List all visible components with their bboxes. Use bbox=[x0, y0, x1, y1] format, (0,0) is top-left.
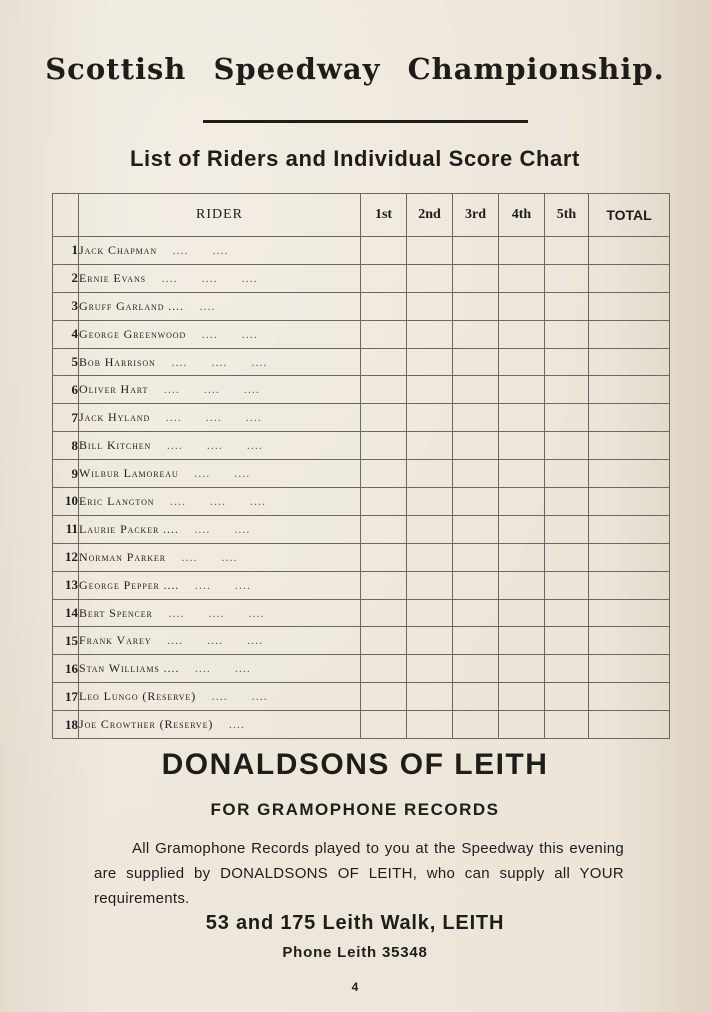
rider-name: Joe Crowther (Reserve) bbox=[79, 717, 214, 732]
leader-dots: .... bbox=[228, 717, 245, 732]
heat-5-score-cell bbox=[545, 515, 589, 543]
heat-2-score-cell bbox=[407, 404, 453, 432]
leader-dots: .... .... bbox=[194, 577, 251, 592]
rider-name-cell bbox=[79, 348, 361, 376]
score-chart-table bbox=[52, 193, 670, 739]
rider-number: 12 bbox=[53, 543, 79, 571]
rider-name: Frank Varey bbox=[79, 633, 152, 648]
leader-dots: .... .... bbox=[172, 242, 229, 257]
heat-4-score-cell bbox=[499, 488, 545, 516]
rider-row bbox=[53, 655, 670, 683]
heat-5-score-cell bbox=[545, 292, 589, 320]
leader-dots: .... bbox=[199, 298, 216, 313]
total-score-cell bbox=[589, 655, 670, 683]
total-score-cell bbox=[589, 320, 670, 348]
heat-3-score-cell bbox=[453, 571, 499, 599]
rider-row bbox=[53, 404, 670, 432]
rider-name-spacer bbox=[148, 382, 164, 396]
heat-2-score-cell bbox=[407, 488, 453, 516]
page-title: Scottish Speedway Championship. bbox=[45, 52, 665, 86]
number-column-header bbox=[53, 194, 79, 237]
heat-4-score-cell bbox=[499, 543, 545, 571]
rider-name: Leo Lungo (Reserve) bbox=[79, 689, 197, 704]
leader-dots: .... .... .... bbox=[170, 493, 267, 508]
rider-row bbox=[53, 488, 670, 516]
rider-name-cell bbox=[79, 655, 361, 683]
rider-name-spacer bbox=[150, 410, 166, 424]
rider-name-spacer bbox=[157, 243, 173, 257]
rider-name: Gruff Garland .... bbox=[79, 298, 184, 313]
rider-name-spacer bbox=[146, 271, 162, 285]
heat-5-score-cell bbox=[545, 376, 589, 404]
rider-name-cell bbox=[79, 320, 361, 348]
heat-3-score-cell bbox=[453, 432, 499, 460]
heat-4-score-cell bbox=[499, 655, 545, 683]
heat-2-score-cell bbox=[407, 627, 453, 655]
rider-number: 14 bbox=[53, 599, 79, 627]
rider-row bbox=[53, 599, 670, 627]
heat-3-score-cell bbox=[453, 655, 499, 683]
rider-number: 1 bbox=[53, 237, 79, 265]
rider-name-cell bbox=[79, 432, 361, 460]
heat-3-score-cell bbox=[453, 376, 499, 404]
advert-body: All Gramophone Records played to you at the Speedway this evening are supplied by DONALDSONS OF LEITH, who can supply all YOUR requirements. bbox=[94, 840, 624, 907]
leader-dots: .... .... .... bbox=[168, 605, 265, 620]
total-score-cell bbox=[589, 683, 670, 711]
heat-5-score-cell bbox=[545, 264, 589, 292]
heat-4-score-cell bbox=[499, 292, 545, 320]
rider-name-spacer bbox=[196, 689, 212, 703]
heat-1-score-cell bbox=[361, 292, 407, 320]
heat-2-score-cell bbox=[407, 432, 453, 460]
total-score-cell bbox=[589, 237, 670, 265]
advert-address: 53 and 175 Leith Walk, LEITH bbox=[205, 912, 505, 934]
rider-row bbox=[53, 320, 670, 348]
rider-number: 8 bbox=[53, 432, 79, 460]
total-score-cell bbox=[589, 404, 670, 432]
rider-row bbox=[53, 627, 670, 655]
heat-1-score-cell bbox=[361, 599, 407, 627]
heat-2-score-cell bbox=[407, 515, 453, 543]
heat-3-score-cell bbox=[453, 599, 499, 627]
heat-2-score-cell bbox=[407, 376, 453, 404]
rider-name: Oliver Hart bbox=[79, 382, 149, 397]
rider-name: George Pepper .... bbox=[79, 577, 180, 592]
rider-row bbox=[53, 348, 670, 376]
rider-name: George Greenwood bbox=[79, 326, 187, 341]
heat-5-score-cell bbox=[545, 320, 589, 348]
heat-4-score-cell bbox=[499, 627, 545, 655]
rider-number: 6 bbox=[53, 376, 79, 404]
rider-number: 7 bbox=[53, 404, 79, 432]
total-score-cell bbox=[589, 515, 670, 543]
heat-5-score-cell bbox=[545, 683, 589, 711]
heat-2-score-cell bbox=[407, 264, 453, 292]
total-score-cell bbox=[589, 376, 670, 404]
rider-row bbox=[53, 264, 670, 292]
rider-rows bbox=[53, 237, 670, 739]
heat-3-score-cell bbox=[453, 404, 499, 432]
heat-1-column-header: 1st bbox=[361, 194, 407, 237]
rider-name: Stan Williams .... bbox=[79, 661, 180, 676]
heat-3-score-cell bbox=[453, 711, 499, 739]
rider-name-cell bbox=[79, 264, 361, 292]
rider-row bbox=[53, 432, 670, 460]
heat-3-score-cell bbox=[453, 488, 499, 516]
total-score-cell bbox=[589, 627, 670, 655]
rider-name: Jack Chapman bbox=[79, 242, 158, 257]
rider-name: Bill Kitchen bbox=[79, 438, 152, 453]
rider-name: Bert Spencer bbox=[79, 605, 153, 620]
rider-number: 16 bbox=[53, 655, 79, 683]
leader-dots: .... .... bbox=[194, 521, 251, 536]
rider-name-cell bbox=[79, 488, 361, 516]
heat-5-score-cell bbox=[545, 543, 589, 571]
leader-dots: .... .... bbox=[194, 466, 251, 481]
heat-1-score-cell bbox=[361, 543, 407, 571]
page-number: 4 bbox=[351, 980, 359, 994]
total-score-cell bbox=[589, 348, 670, 376]
leader-dots: .... .... bbox=[211, 689, 268, 704]
rider-name-cell bbox=[79, 711, 361, 739]
rider-name-spacer bbox=[186, 327, 202, 341]
total-score-cell bbox=[589, 571, 670, 599]
heat-4-score-cell bbox=[499, 320, 545, 348]
rider-name-cell bbox=[79, 515, 361, 543]
rider-name-spacer bbox=[184, 299, 200, 313]
heat-3-score-cell bbox=[453, 320, 499, 348]
rider-name-spacer bbox=[153, 606, 169, 620]
heat-1-score-cell bbox=[361, 404, 407, 432]
heat-4-score-cell bbox=[499, 515, 545, 543]
rider-name-spacer bbox=[151, 438, 167, 452]
rider-name-cell bbox=[79, 404, 361, 432]
rider-name-cell bbox=[79, 627, 361, 655]
rider-name-cell bbox=[79, 460, 361, 488]
leader-dots: .... .... bbox=[201, 326, 258, 341]
leader-dots: .... .... .... bbox=[171, 354, 268, 369]
rider-number: 3 bbox=[53, 292, 79, 320]
heat-4-score-cell bbox=[499, 376, 545, 404]
advert-subtitle: FOR GRAMOPHONE RECORDS bbox=[210, 800, 500, 819]
rider-name-cell bbox=[79, 571, 361, 599]
heat-3-score-cell bbox=[453, 264, 499, 292]
rider-name: Jack Hyland bbox=[79, 410, 151, 425]
rider-name-spacer bbox=[179, 522, 195, 536]
total-score-cell bbox=[589, 711, 670, 739]
rider-name-cell bbox=[79, 543, 361, 571]
heat-2-score-cell bbox=[407, 655, 453, 683]
heat-4-score-cell bbox=[499, 264, 545, 292]
rider-name: Ernie Evans bbox=[79, 270, 146, 285]
heat-2-score-cell bbox=[407, 711, 453, 739]
rider-name-spacer bbox=[179, 466, 195, 480]
heat-3-score-cell bbox=[453, 515, 499, 543]
heat-1-score-cell bbox=[361, 320, 407, 348]
heat-4-score-cell bbox=[499, 460, 545, 488]
rider-name-cell bbox=[79, 599, 361, 627]
heat-5-score-cell bbox=[545, 571, 589, 599]
rider-number: 18 bbox=[53, 711, 79, 739]
heat-1-score-cell bbox=[361, 515, 407, 543]
rider-name-cell bbox=[79, 683, 361, 711]
heat-5-score-cell bbox=[545, 432, 589, 460]
rider-number: 4 bbox=[53, 320, 79, 348]
rider-number: 11 bbox=[53, 515, 79, 543]
heat-2-score-cell bbox=[407, 292, 453, 320]
heat-2-score-cell bbox=[407, 599, 453, 627]
heat-2-score-cell bbox=[407, 460, 453, 488]
rider-name: Eric Langton bbox=[79, 493, 155, 508]
heat-3-score-cell bbox=[453, 292, 499, 320]
heat-5-score-cell bbox=[545, 348, 589, 376]
heat-5-score-cell bbox=[545, 460, 589, 488]
heat-2-score-cell bbox=[407, 348, 453, 376]
advert-phone: Phone Leith 35348 bbox=[282, 944, 428, 961]
heat-5-column-header: 5th bbox=[545, 194, 589, 237]
heat-1-score-cell bbox=[361, 571, 407, 599]
rider-name-spacer bbox=[151, 633, 167, 647]
heat-3-column-header: 3rd bbox=[453, 194, 499, 237]
heat-1-score-cell bbox=[361, 711, 407, 739]
heat-2-score-cell bbox=[407, 320, 453, 348]
heat-1-score-cell bbox=[361, 655, 407, 683]
leader-dots: .... .... .... bbox=[167, 633, 264, 648]
rider-name: Norman Parker bbox=[79, 549, 166, 564]
heat-1-score-cell bbox=[361, 683, 407, 711]
leader-dots: .... .... bbox=[181, 549, 238, 564]
leader-dots: .... .... bbox=[194, 661, 251, 676]
total-score-cell bbox=[589, 432, 670, 460]
rider-number: 10 bbox=[53, 488, 79, 516]
heat-5-score-cell bbox=[545, 599, 589, 627]
heat-5-score-cell bbox=[545, 655, 589, 683]
heat-3-score-cell bbox=[453, 683, 499, 711]
rider-number: 2 bbox=[53, 264, 79, 292]
leader-dots: .... .... .... bbox=[165, 410, 262, 425]
heat-1-score-cell bbox=[361, 460, 407, 488]
heat-2-column-header: 2nd bbox=[407, 194, 453, 237]
chart-subtitle: List of Riders and Individual Score Chart bbox=[129, 146, 580, 171]
heat-4-score-cell bbox=[499, 237, 545, 265]
heat-4-score-cell bbox=[499, 571, 545, 599]
rider-number: 17 bbox=[53, 683, 79, 711]
total-column-header: TOTAL bbox=[589, 194, 670, 237]
heat-1-score-cell bbox=[361, 376, 407, 404]
rider-name-cell bbox=[79, 292, 361, 320]
rider-name-cell bbox=[79, 376, 361, 404]
rider-number: 9 bbox=[53, 460, 79, 488]
total-score-cell bbox=[589, 488, 670, 516]
heat-4-score-cell bbox=[499, 711, 545, 739]
heat-5-score-cell bbox=[545, 627, 589, 655]
rider-name: Bob Harrison bbox=[79, 354, 156, 369]
rider-number: 15 bbox=[53, 627, 79, 655]
rider-name-cell bbox=[79, 237, 361, 265]
rider-name-spacer bbox=[179, 661, 195, 675]
heat-1-score-cell bbox=[361, 237, 407, 265]
heat-3-score-cell bbox=[453, 543, 499, 571]
rider-name-spacer bbox=[213, 717, 229, 731]
heat-2-score-cell bbox=[407, 543, 453, 571]
rider-row bbox=[53, 515, 670, 543]
heat-4-score-cell bbox=[499, 348, 545, 376]
leader-dots: .... .... .... bbox=[161, 270, 258, 285]
rider-name: Laurie Packer .... bbox=[79, 521, 179, 536]
heat-5-score-cell bbox=[545, 488, 589, 516]
heat-5-score-cell bbox=[545, 237, 589, 265]
rider-row bbox=[53, 711, 670, 739]
rider-name-spacer bbox=[166, 550, 182, 564]
total-score-cell bbox=[589, 292, 670, 320]
title-divider bbox=[203, 120, 528, 123]
heat-3-score-cell bbox=[453, 460, 499, 488]
rider-number: 13 bbox=[53, 571, 79, 599]
heat-2-score-cell bbox=[407, 237, 453, 265]
heat-4-score-cell bbox=[499, 599, 545, 627]
rider-row bbox=[53, 376, 670, 404]
heat-3-score-cell bbox=[453, 627, 499, 655]
rider-name-spacer bbox=[179, 578, 195, 592]
rider-column-header: RIDER bbox=[79, 194, 361, 237]
leader-dots: .... .... .... bbox=[166, 438, 263, 453]
rider-row bbox=[53, 237, 670, 265]
total-score-cell bbox=[589, 543, 670, 571]
heat-4-column-header: 4th bbox=[499, 194, 545, 237]
advert-title: DONALDSONS OF LEITH bbox=[161, 748, 549, 781]
heat-1-score-cell bbox=[361, 264, 407, 292]
leader-dots: .... .... .... bbox=[163, 382, 260, 397]
score-chart-header-row bbox=[53, 194, 670, 237]
rider-row bbox=[53, 543, 670, 571]
rider-name-spacer bbox=[154, 494, 170, 508]
rider-row bbox=[53, 571, 670, 599]
heat-4-score-cell bbox=[499, 432, 545, 460]
heat-2-score-cell bbox=[407, 683, 453, 711]
total-score-cell bbox=[589, 264, 670, 292]
rider-name-spacer bbox=[156, 355, 172, 369]
heat-1-score-cell bbox=[361, 432, 407, 460]
rider-number: 5 bbox=[53, 348, 79, 376]
heat-3-score-cell bbox=[453, 348, 499, 376]
heat-5-score-cell bbox=[545, 404, 589, 432]
total-score-cell bbox=[589, 599, 670, 627]
heat-1-score-cell bbox=[361, 627, 407, 655]
rider-name: Wilbur Lamoreau bbox=[79, 466, 179, 481]
heat-1-score-cell bbox=[361, 488, 407, 516]
heat-5-score-cell bbox=[545, 711, 589, 739]
rider-row bbox=[53, 292, 670, 320]
rider-row bbox=[53, 683, 670, 711]
heat-3-score-cell bbox=[453, 237, 499, 265]
heat-2-score-cell bbox=[407, 571, 453, 599]
total-score-cell bbox=[589, 460, 670, 488]
heat-1-score-cell bbox=[361, 348, 407, 376]
heat-4-score-cell bbox=[499, 404, 545, 432]
heat-4-score-cell bbox=[499, 683, 545, 711]
rider-row bbox=[53, 460, 670, 488]
